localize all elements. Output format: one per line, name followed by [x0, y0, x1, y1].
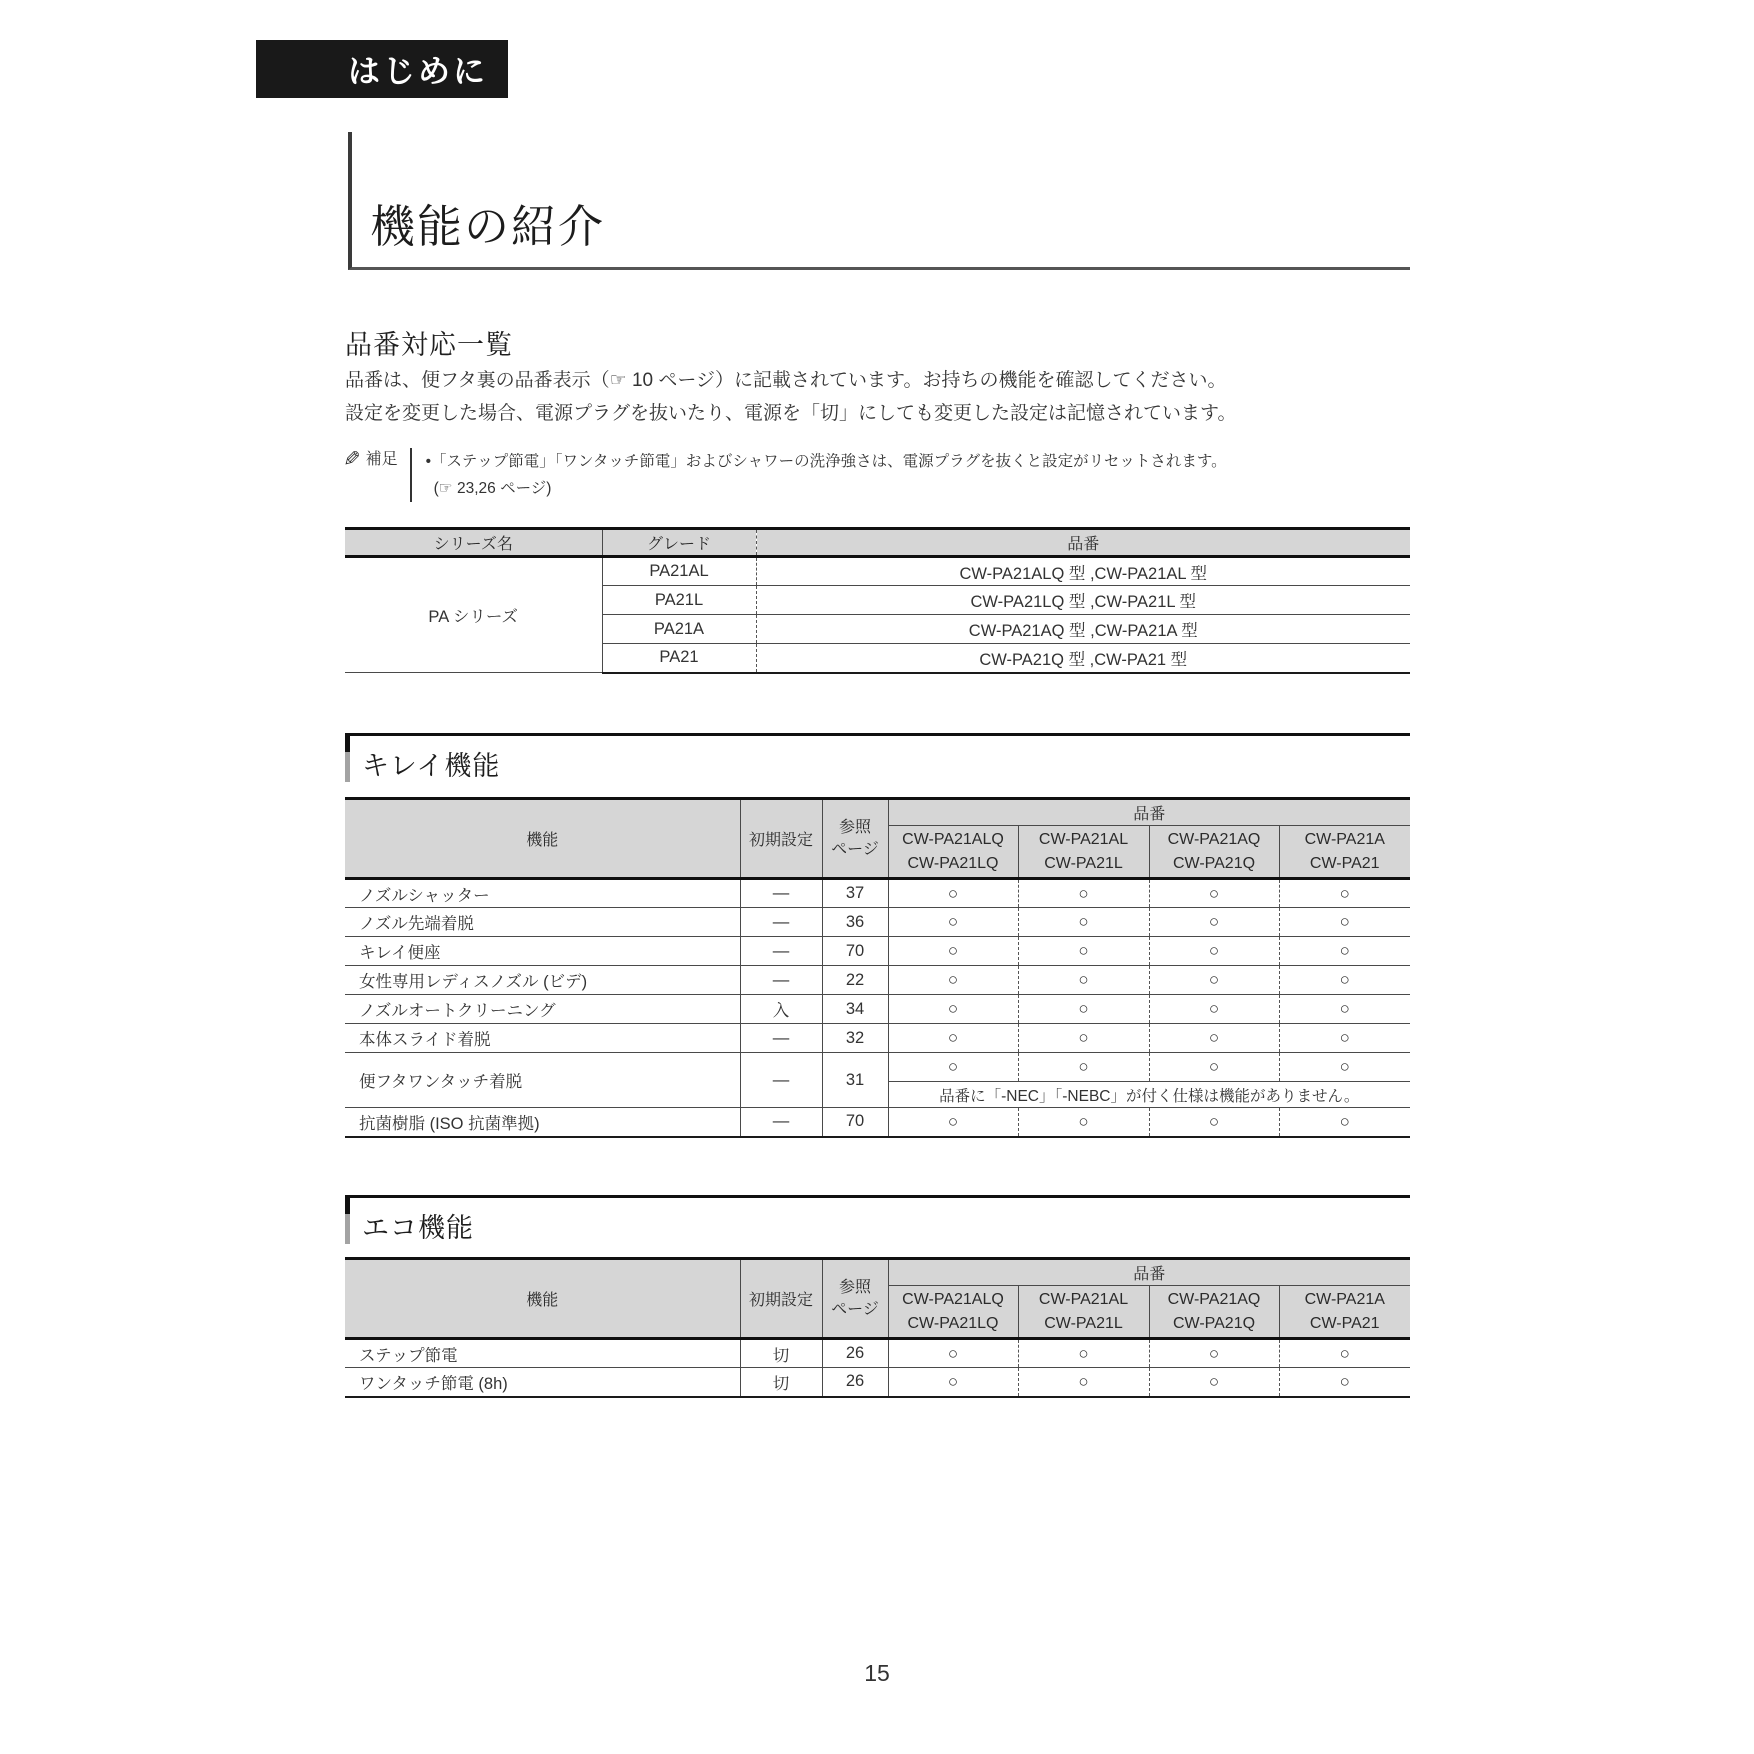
col-header-default: 初期設定	[740, 799, 822, 879]
default-cell: —	[740, 1024, 822, 1053]
mark-cell: ○	[888, 908, 1018, 937]
table-row	[345, 966, 1410, 995]
page-cell: 31	[822, 1053, 888, 1108]
table-row	[345, 879, 1410, 908]
mark-cell: ○	[888, 1108, 1018, 1137]
mark-cell: ○	[1279, 937, 1410, 966]
mark-cell: ○	[888, 1339, 1018, 1368]
grade-cell: PA21AL	[602, 557, 756, 586]
series-table-header-models: 品番	[756, 529, 1410, 557]
col-header-model-1	[1018, 1286, 1149, 1339]
feature-cell: ノズルシャッター	[345, 879, 740, 908]
series-table-header-grade: グレード	[602, 529, 756, 557]
col-header-models-group: 品番	[888, 1259, 1410, 1286]
col-header-models-group: 品番	[888, 799, 1410, 826]
mark-cell: ○	[1018, 1108, 1149, 1137]
mark-cell: ○	[1149, 1368, 1279, 1397]
overview-heading: 品番対応一覧	[345, 330, 513, 360]
col-header-page	[822, 799, 888, 879]
mark-cell: ○	[888, 966, 1018, 995]
model-line2: CW-PA21Q	[1172, 1314, 1256, 1332]
page-cell: 34	[822, 995, 888, 1024]
col-header-model-2	[1149, 826, 1279, 879]
kirei-feature-table	[345, 797, 1410, 1138]
eco-heading-text: エコ機能	[362, 1213, 474, 1243]
model-line1: CW-PA21AL	[1038, 1290, 1129, 1308]
default-cell: —	[740, 908, 822, 937]
page-cell: 36	[822, 908, 888, 937]
title-block	[348, 132, 1410, 270]
mark-cell: ○	[1279, 1368, 1410, 1397]
eco-feature-table	[345, 1257, 1410, 1398]
mark-cell: ○	[888, 1024, 1018, 1053]
col-header-page-l1: 参照	[838, 818, 871, 836]
page-number: 15	[864, 1660, 890, 1686]
mark-cell: ○	[888, 937, 1018, 966]
note-divider	[410, 448, 412, 502]
note-text	[426, 448, 1227, 502]
mark-cell: ○	[1149, 908, 1279, 937]
model-line2: CW-PA21LQ	[907, 1314, 999, 1332]
model-line1: CW-PA21A	[1304, 1290, 1385, 1308]
model-line2: CW-PA21Q	[1172, 854, 1256, 872]
section-accent-bar	[345, 736, 350, 782]
kirei-heading-text: キレイ機能	[362, 751, 501, 781]
overview-body-line1: 品番は、便フタ裏の品番表示（☞ 10 ページ）に記載されています。お持ちの機能を確認してください。	[345, 370, 1227, 391]
table-row	[345, 1108, 1410, 1137]
default-cell: —	[740, 879, 822, 908]
chapter-tab-label: はじめに	[347, 53, 488, 89]
model-line1: CW-PA21ALQ	[902, 830, 1004, 848]
table-row	[345, 937, 1410, 966]
mark-cell: ○	[1149, 1053, 1279, 1082]
eco-section-heading	[345, 1195, 1410, 1245]
col-header-page-l2: ページ	[831, 1300, 879, 1318]
grade-cell: PA21L	[602, 586, 756, 615]
note-label: 補足	[365, 451, 398, 468]
mark-cell: ○	[1149, 966, 1279, 995]
model-line2: CW-PA21	[1309, 854, 1380, 872]
col-header-model-0	[888, 1286, 1018, 1339]
mark-cell: ○	[1279, 879, 1410, 908]
col-header-feature: 機能	[345, 799, 740, 879]
page-cell: 22	[822, 966, 888, 995]
table-row	[345, 1024, 1410, 1053]
models-cell: CW-PA21LQ 型 ,CW-PA21L 型	[756, 586, 1410, 615]
series-name-cell: PA シリーズ	[345, 557, 602, 673]
page-cell: 37	[822, 879, 888, 908]
model-line2: CW-PA21	[1309, 1314, 1380, 1332]
series-table	[345, 527, 1410, 674]
mark-cell: ○	[1279, 1024, 1410, 1053]
kirei-section-heading	[345, 733, 1410, 783]
mark-cell: ○	[1018, 1368, 1149, 1397]
feature-cell: 本体スライド着脱	[345, 1024, 740, 1053]
mark-cell: ○	[888, 1053, 1018, 1082]
col-header-model-3	[1279, 1286, 1410, 1339]
feature-cell: 女性専用レディスノズル (ビデ)	[345, 966, 740, 995]
default-cell: 切	[740, 1339, 822, 1368]
page-cell: 32	[822, 1024, 888, 1053]
pencil-icon: ✎	[343, 448, 361, 471]
feature-cell: キレイ便座	[345, 937, 740, 966]
models-cell: CW-PA21ALQ 型 ,CW-PA21AL 型	[756, 557, 1410, 586]
page-cell: 26	[822, 1368, 888, 1397]
col-header-page	[822, 1259, 888, 1339]
model-line1: CW-PA21AQ	[1167, 1290, 1261, 1308]
model-line2: CW-PA21L	[1044, 854, 1123, 872]
mark-cell: ○	[1018, 1024, 1149, 1053]
feature-cell: 抗菌樹脂 (ISO 抗菌準拠)	[345, 1108, 740, 1137]
model-line1: CW-PA21ALQ	[902, 1290, 1004, 1308]
table-row	[345, 1053, 1410, 1082]
table-row	[345, 908, 1410, 937]
mark-cell: ○	[1279, 1108, 1410, 1137]
page-title: 機能の紹介	[370, 201, 606, 252]
mark-cell: ○	[1018, 995, 1149, 1024]
col-header-model-2	[1149, 1286, 1279, 1339]
col-header-model-3	[1279, 826, 1410, 879]
mark-cell: ○	[1149, 1024, 1279, 1053]
mark-cell: ○	[1018, 879, 1149, 908]
mark-cell: ○	[1018, 908, 1149, 937]
mark-cell: ○	[1279, 966, 1410, 995]
model-line1: CW-PA21AL	[1038, 830, 1129, 848]
default-cell: —	[740, 966, 822, 995]
col-header-page-l2: ページ	[831, 840, 879, 858]
default-cell: —	[740, 937, 822, 966]
mark-cell: ○	[888, 879, 1018, 908]
col-header-page-l1: 参照	[838, 1278, 871, 1296]
overview-body-line2: 設定を変更した場合、電源プラグを抜いたり、電源を「切」にしても変更した設定は記憶されています。	[345, 403, 1237, 424]
page-cell: 70	[822, 937, 888, 966]
model-line1: CW-PA21A	[1304, 830, 1385, 848]
mark-cell: ○	[1018, 1339, 1149, 1368]
feature-cell: ワンタッチ節電 (8h)	[345, 1368, 740, 1397]
models-cell: CW-PA21Q 型 ,CW-PA21 型	[756, 644, 1410, 673]
feature-cell: 便フタワンタッチ着脱	[345, 1053, 740, 1108]
mark-cell: ○	[1279, 1053, 1410, 1082]
mark-cell: ○	[1149, 937, 1279, 966]
model-line1: CW-PA21AQ	[1167, 830, 1261, 848]
mark-cell: ○	[1018, 1053, 1149, 1082]
mark-cell: ○	[888, 995, 1018, 1024]
chapter-tab	[256, 40, 508, 98]
mark-cell: ○	[1018, 937, 1149, 966]
feature-cell: ステップ節電	[345, 1339, 740, 1368]
model-line2: CW-PA21L	[1044, 1314, 1123, 1332]
note-line1: •「ステップ節電」「ワンタッチ節電」およびシャワーの洗浄強さは、電源プラグを抜くと設定がリセットされます。	[425, 453, 1227, 470]
table-row	[345, 1339, 1410, 1368]
models-cell: CW-PA21AQ 型 ,CW-PA21A 型	[756, 615, 1410, 644]
col-header-model-0	[888, 826, 1018, 879]
mark-cell: ○	[1279, 1339, 1410, 1368]
series-table-header-series: シリーズ名	[345, 529, 602, 557]
section-accent-bar	[345, 1198, 350, 1244]
default-cell: —	[740, 1053, 822, 1108]
note-line2: (☞ 23,26 ページ)	[433, 480, 552, 497]
default-cell: 入	[740, 995, 822, 1024]
exception-note-cell: 品番に「-NEC」「-NEBC」が付く仕様は機能がありません。	[888, 1082, 1410, 1108]
mark-cell: ○	[888, 1368, 1018, 1397]
mark-cell: ○	[1149, 879, 1279, 908]
mark-cell: ○	[1149, 1108, 1279, 1137]
mark-cell: ○	[1279, 908, 1410, 937]
col-header-default: 初期設定	[740, 1259, 822, 1339]
note-block	[343, 448, 1227, 502]
grade-cell: PA21A	[602, 615, 756, 644]
default-cell: —	[740, 1108, 822, 1137]
mark-cell: ○	[1279, 995, 1410, 1024]
mark-cell: ○	[1018, 966, 1149, 995]
col-header-feature: 機能	[345, 1259, 740, 1339]
model-line2: CW-PA21LQ	[907, 854, 999, 872]
overview-body	[345, 364, 1236, 430]
table-row	[345, 557, 1410, 586]
col-header-model-1	[1018, 826, 1149, 879]
default-cell: 切	[740, 1368, 822, 1397]
feature-cell: ノズルオートクリーニング	[345, 995, 740, 1024]
grade-cell: PA21	[602, 644, 756, 673]
table-row	[345, 1368, 1410, 1397]
page-cell: 26	[822, 1339, 888, 1368]
feature-cell: ノズル先端着脱	[345, 908, 740, 937]
mark-cell: ○	[1149, 1339, 1279, 1368]
page-cell: 70	[822, 1108, 888, 1137]
table-row	[345, 995, 1410, 1024]
mark-cell: ○	[1149, 995, 1279, 1024]
